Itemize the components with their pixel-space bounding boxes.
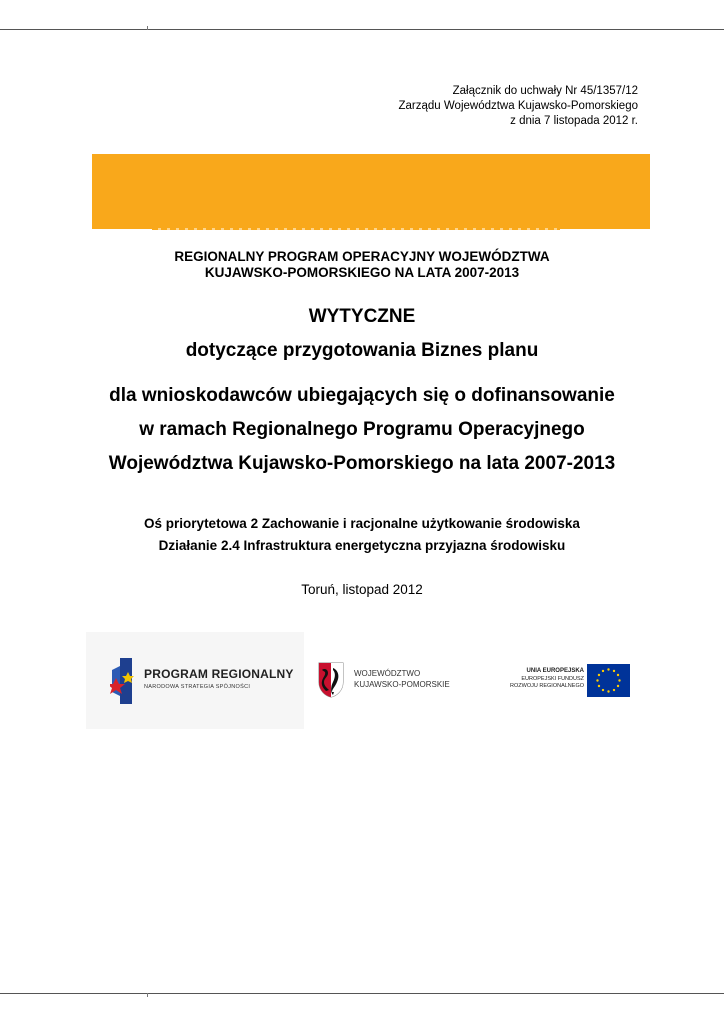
program-name bbox=[0, 249, 724, 281]
wojewodztwo-text bbox=[354, 668, 450, 690]
program-line-2: KUJAWSKO-POMORSKIEGO NA LATA 2007-2013 bbox=[204, 265, 520, 280]
wojewodztwo-logo bbox=[318, 660, 458, 700]
document-subtitle: dotyczące przygotowania Biznes planu bbox=[185, 340, 539, 361]
target-line-2: w ramach Regionalnego Programu Operacyjnego bbox=[139, 419, 585, 440]
eu-star bbox=[607, 668, 609, 670]
coat-of-arms-icon bbox=[318, 662, 344, 698]
place-date: Toruń, listopad 2012 bbox=[301, 582, 423, 597]
eu-star bbox=[596, 679, 598, 681]
orange-banner bbox=[92, 154, 650, 229]
target-line-1: dla wnioskodawców ubiegających się o dofinansowanie bbox=[109, 385, 615, 406]
eu-star bbox=[617, 674, 619, 676]
eu-star bbox=[598, 685, 600, 687]
eu-star bbox=[618, 679, 620, 681]
logo-program-regionalny-panel bbox=[86, 632, 304, 729]
top-rule bbox=[0, 29, 724, 30]
attachment-line-3: z dnia 7 listopada 2012 r. bbox=[510, 115, 638, 127]
eu-star bbox=[613, 689, 615, 691]
eu-star bbox=[613, 670, 615, 672]
wojewodztwo-line-2: KUJAWSKO-POMORSKIE bbox=[354, 680, 450, 689]
attachment-line-1: Załącznik do uchwały Nr 45/1357/12 bbox=[452, 85, 638, 97]
eu-star bbox=[602, 689, 604, 691]
eu-line-2: EUROPEJSKI FUNDUSZ bbox=[521, 675, 584, 682]
target-line-3: Województwa Kujawsko-Pomorskiego na lata 2007-2013 bbox=[108, 453, 616, 474]
eu-star bbox=[598, 674, 600, 676]
program-regionalny-logo-icon bbox=[110, 656, 138, 706]
eu-flag-icon bbox=[587, 664, 630, 697]
eu-star bbox=[607, 690, 609, 692]
program-regionalny-logo bbox=[110, 656, 294, 706]
program-regionalny-subtitle: NARODOWA STRATEGIA SPÓJNOŚCI bbox=[144, 684, 251, 690]
eu-star bbox=[617, 685, 619, 687]
eu-logo bbox=[500, 662, 632, 700]
eu-text bbox=[510, 668, 584, 691]
attachment-line-2: Zarządu Województwa Kujawsko-Pomorskiego bbox=[398, 100, 638, 112]
attachment-note bbox=[399, 84, 638, 129]
priority-axis bbox=[0, 513, 724, 557]
program-regionalny-title: PROGRAM REGIONALNY bbox=[144, 667, 294, 681]
target-description bbox=[0, 379, 724, 481]
wojewodztwo-line-1: WOJEWÓDZTWO bbox=[354, 669, 421, 678]
eu-star bbox=[602, 670, 604, 672]
axis-line-2: Działanie 2.4 Infrastruktura energetyczna przyjazna środowisku bbox=[158, 538, 566, 553]
document-title: WYTYCZNE bbox=[308, 306, 416, 327]
program-line-1: REGIONALNY PROGRAM OPERACYJNY WOJEWÓDZTWA bbox=[174, 249, 550, 264]
eu-line-1: UNIA EUROPEJSKA bbox=[526, 668, 584, 674]
bottom-rule bbox=[0, 993, 724, 994]
axis-line-1: Oś priorytetowa 2 Zachowanie i racjonalne użytkowanie środowiska bbox=[144, 516, 580, 531]
eu-line-3: ROZWOJU REGIONALNEGO bbox=[510, 683, 584, 689]
